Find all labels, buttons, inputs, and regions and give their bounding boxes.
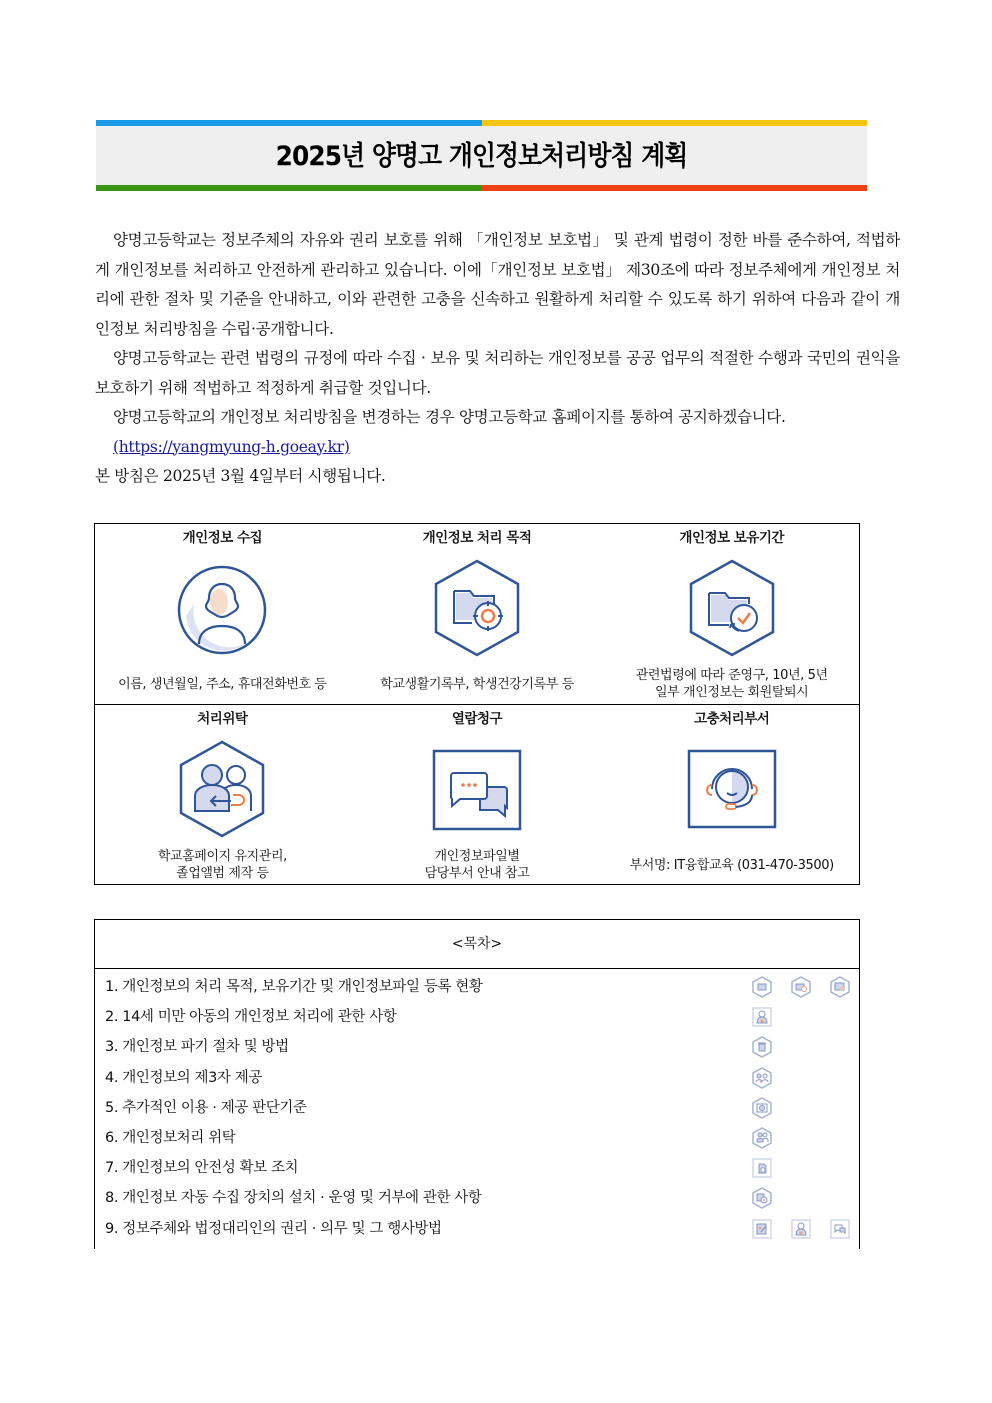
headset-icon bbox=[687, 749, 777, 833]
hex-cookie-icon bbox=[751, 1187, 773, 1209]
toc-item[interactable]: 7. 개인정보의 안전성 확보 조치 bbox=[95, 1153, 859, 1183]
grid-row-1 bbox=[95, 524, 859, 705]
cell-title: 고충처리부서 bbox=[694, 711, 770, 727]
hex-trash-icon bbox=[751, 1036, 773, 1058]
people-transfer-icon bbox=[177, 739, 267, 843]
cell-title: 개인정보 보유기간 bbox=[679, 530, 784, 546]
toc-list bbox=[95, 969, 859, 1244]
cell-desc: 학교홈페이지 유지관리, 졸업앨범 제작 등 bbox=[157, 849, 287, 881]
cell-desc: 이름, 생년월일, 주소, 휴대전화번호 등 bbox=[118, 677, 327, 692]
square-lock-icon bbox=[751, 1157, 773, 1179]
intro-paragraph-3: 양명고등학교의 개인정보 처리방침을 변경하는 경우 양명고등학교 홈페이지를 통하여 공지하겠습니다. bbox=[113, 408, 786, 426]
grid-cell-retention bbox=[604, 524, 859, 704]
square-child-icon bbox=[751, 1006, 773, 1028]
square-person-icon bbox=[790, 1218, 812, 1240]
effective-date: 본 방침은 2025년 3월 4일부터 시행됩니다. bbox=[95, 467, 386, 485]
toc-item[interactable]: 5. 추가적인 이용 · 제공 판단기준 bbox=[95, 1093, 859, 1123]
folder-clock-icon bbox=[687, 558, 777, 662]
cell-desc: 학교생활기록부, 학생건강기록부 등 bbox=[380, 677, 574, 692]
person-circle-icon bbox=[176, 564, 268, 660]
cell-title: 열람청구 bbox=[451, 711, 503, 727]
hex-people-icon bbox=[751, 1067, 773, 1089]
chat-bubbles-icon bbox=[432, 749, 522, 835]
grid-cell-outsourcing bbox=[95, 705, 350, 884]
homepage-link[interactable]: (https://yangmyung-h.goeay.kr) bbox=[113, 437, 350, 456]
grid-cell-collection bbox=[95, 524, 350, 704]
hex-folder-stack-icon bbox=[829, 976, 851, 998]
toc-header: <목차> bbox=[95, 920, 859, 969]
page-title: 2025년 양명고 개인정보처리방침 계획 bbox=[275, 141, 688, 172]
toc-item[interactable]: 8. 개인정보 자동 수집 장치의 설치 · 운영 및 거부에 관한 사항 bbox=[95, 1183, 859, 1213]
intro-section bbox=[95, 226, 900, 492]
hex-camera-icon bbox=[751, 1097, 773, 1119]
cell-title: 개인정보 처리 목적 bbox=[422, 530, 532, 546]
summary-grid bbox=[94, 523, 860, 885]
cell-desc: 부서명: IT융합교육 (031-470-3500) bbox=[629, 858, 834, 873]
intro-paragraph-1: 양명고등학교는 정보주체의 자유와 권리 보호를 위해 「개인정보 보호법」 및 관계 법령이 정한 바를 준수하여, 적법하게 개인정보를 처리하고 안전하게 관리하고 있습니다. 이에「개인정보 보호법」 제30조에 따라 정보주체에게 개인정보 처리에 관한 절차 및 기준을 안내하고, 이와 관련한 고충을 신속하고 원활하게 처리할 수 있도록 하기 위하여 다음과 같이 개인정보 처리방침을 수립·공개합니다. bbox=[95, 231, 900, 338]
cell-desc: 개인정보파일별 담당부서 안내 참고 bbox=[424, 849, 530, 881]
toc-item[interactable]: 6. 개인정보처리 위탁 bbox=[95, 1123, 859, 1153]
grid-cell-grievance-dept bbox=[604, 705, 859, 884]
toc-item[interactable]: 3. 개인정보 파기 절차 및 방법 bbox=[95, 1032, 859, 1062]
banner-bar-red bbox=[482, 185, 868, 191]
toc-item[interactable]: 4. 개인정보의 제3자 제공 bbox=[95, 1063, 859, 1093]
banner-bar-yellow bbox=[482, 120, 868, 126]
square-chat-icon bbox=[829, 1218, 851, 1240]
hex-folder-gear-icon bbox=[790, 976, 812, 998]
table-of-contents bbox=[94, 919, 860, 1249]
toc-item[interactable]: 1. 개인정보의 처리 목적, 보유기간 및 개인정보파일 등록 현황 bbox=[95, 972, 859, 1002]
cell-desc: 관련법령에 따라 준영구, 10년, 5년 일부 개인정보는 회원탈퇴시 bbox=[635, 668, 828, 700]
cell-title: 처리위탁 bbox=[197, 711, 248, 727]
square-edit-icon bbox=[751, 1218, 773, 1240]
toc-item[interactable]: 2. 14세 미만 아동의 개인정보 처리에 관한 사항 bbox=[95, 1002, 859, 1032]
grid-cell-access-request bbox=[350, 705, 605, 884]
title-banner bbox=[96, 120, 867, 191]
toc-item[interactable]: 9. 정보주체와 법정대리인의 권리 · 의무 및 그 행사방법 bbox=[95, 1214, 859, 1244]
folder-target-icon bbox=[432, 558, 522, 662]
hex-people-transfer-icon bbox=[751, 1127, 773, 1149]
grid-row-2 bbox=[95, 705, 859, 884]
grid-cell-purpose bbox=[350, 524, 605, 704]
banner-bar-green bbox=[96, 185, 482, 191]
banner-bar-blue bbox=[96, 120, 482, 126]
intro-paragraph-2: 양명고등학교는 관련 법령의 규정에 따라 수집 · 보유 및 처리하는 개인정보를 공공 업무의 적절한 수행과 국민의 권익을 보호하기 위해 적법하고 적정하게 취급할 것입니다. bbox=[95, 349, 900, 397]
cell-title: 개인정보 수집 bbox=[182, 530, 263, 546]
hex-folder-icon bbox=[751, 976, 773, 998]
